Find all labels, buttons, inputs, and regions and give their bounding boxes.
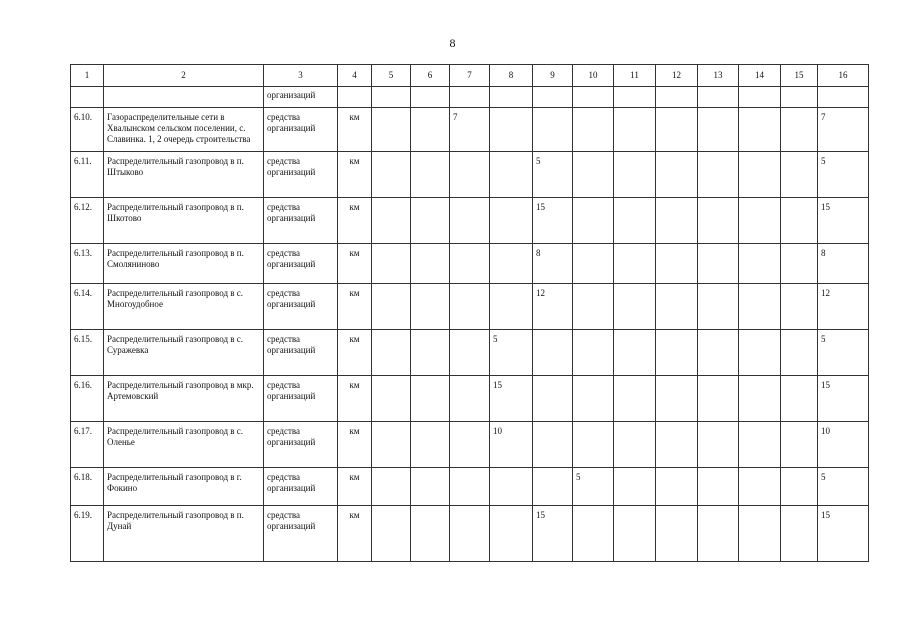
- year-value: 15: [533, 506, 573, 562]
- empty-cell: [656, 506, 698, 562]
- empty-cell: [656, 468, 698, 506]
- funding-source: средства организаций: [264, 330, 338, 376]
- empty-cell: [411, 330, 450, 376]
- empty-cell: [614, 108, 656, 152]
- empty-cell: [573, 330, 614, 376]
- empty-cell: [614, 244, 656, 284]
- empty-cell: [372, 330, 411, 376]
- empty-cell: [372, 468, 411, 506]
- empty-cell: [739, 108, 781, 152]
- empty-cell: [450, 506, 490, 562]
- empty-cell: [698, 108, 739, 152]
- empty-cell: [372, 87, 411, 108]
- empty-cell: [411, 468, 450, 506]
- row-number: 6.15.: [71, 330, 104, 376]
- table-row: [71, 152, 869, 198]
- total-value: 15: [818, 198, 869, 244]
- empty-cell: [411, 198, 450, 244]
- empty-cell: [614, 468, 656, 506]
- empty-cell: [411, 506, 450, 562]
- empty-cell: [573, 198, 614, 244]
- column-header: 1: [71, 65, 104, 87]
- empty-cell: [573, 87, 614, 108]
- empty-cell: [533, 330, 573, 376]
- empty-cell: [573, 244, 614, 284]
- empty-cell: [411, 244, 450, 284]
- column-header: 14: [739, 65, 781, 87]
- total-value: 7: [818, 108, 869, 152]
- empty-cell: [338, 87, 372, 108]
- year-value: 15: [533, 198, 573, 244]
- empty-cell: [656, 330, 698, 376]
- funding-source: средства организаций: [264, 108, 338, 152]
- empty-cell: [450, 284, 490, 330]
- empty-cell: [656, 284, 698, 330]
- empty-cell: [372, 284, 411, 330]
- empty-cell: [739, 244, 781, 284]
- empty-cell: [781, 87, 818, 108]
- table-row: [71, 108, 869, 152]
- total-value: 10: [818, 422, 869, 468]
- program-table: [70, 64, 869, 562]
- object-name: Распределительный газопровод в с. Оленье: [104, 422, 264, 468]
- empty-cell: [698, 152, 739, 198]
- column-header: 6: [411, 65, 450, 87]
- unit: км: [338, 198, 372, 244]
- empty-cell: [411, 376, 450, 422]
- object-name: Распределительный газопровод в мкр. Артемовский: [104, 376, 264, 422]
- empty-cell: [411, 87, 450, 108]
- empty-cell: [781, 468, 818, 506]
- empty-cell: [739, 87, 781, 108]
- empty-cell: [739, 198, 781, 244]
- funding-source: средства организаций: [264, 376, 338, 422]
- empty-cell: [698, 330, 739, 376]
- column-header: 3: [264, 65, 338, 87]
- funding-source: средства организаций: [264, 284, 338, 330]
- empty-cell: [781, 330, 818, 376]
- empty-cell: [614, 506, 656, 562]
- empty-cell: [698, 198, 739, 244]
- object-name: Распределительный газопровод в п. Дунай: [104, 506, 264, 562]
- empty-cell: [411, 422, 450, 468]
- empty-cell: [450, 152, 490, 198]
- empty-cell: [450, 198, 490, 244]
- unit: км: [338, 152, 372, 198]
- total-value: 15: [818, 376, 869, 422]
- object-name: Распределительный газопровод в п. Шкотово: [104, 198, 264, 244]
- row-number: 6.14.: [71, 284, 104, 330]
- empty-cell: [372, 108, 411, 152]
- column-header: 4: [338, 65, 372, 87]
- object-name: Газораспределительные сети в Хвалынском сельском поселении, с. Славинка. 1, 2 очередь строительства: [104, 108, 264, 152]
- object-name: Распределительный газопровод в с. Суражевка: [104, 330, 264, 376]
- empty-cell: [656, 422, 698, 468]
- table-row: [71, 468, 869, 506]
- empty-cell: [450, 468, 490, 506]
- row-number: 6.11.: [71, 152, 104, 198]
- empty-cell: [698, 244, 739, 284]
- empty-cell: [739, 376, 781, 422]
- empty-cell: [490, 198, 533, 244]
- funding-source: средства организаций: [264, 244, 338, 284]
- funding-source: средства организаций: [264, 198, 338, 244]
- empty-cell: [490, 506, 533, 562]
- object-name: Распределительный газопровод в с. Многоудобное: [104, 284, 264, 330]
- empty-cell: [372, 422, 411, 468]
- empty-cell: [656, 198, 698, 244]
- total-value: 5: [818, 152, 869, 198]
- empty-cell: [372, 376, 411, 422]
- empty-cell: [656, 244, 698, 284]
- row-number: 6.16.: [71, 376, 104, 422]
- empty-cell: [533, 87, 573, 108]
- continuation-row: [71, 87, 869, 108]
- year-value: 10: [490, 422, 533, 468]
- row-number: 6.17.: [71, 422, 104, 468]
- empty-cell: [71, 87, 104, 108]
- funding-source: средства организаций: [264, 506, 338, 562]
- empty-cell: [450, 87, 490, 108]
- empty-cell: [614, 422, 656, 468]
- unit: км: [338, 284, 372, 330]
- empty-cell: [573, 506, 614, 562]
- empty-cell: [411, 284, 450, 330]
- year-value: 7: [450, 108, 490, 152]
- year-value: 5: [490, 330, 533, 376]
- empty-cell: [781, 376, 818, 422]
- empty-cell: [614, 152, 656, 198]
- empty-cell: [490, 108, 533, 152]
- empty-cell: [739, 152, 781, 198]
- object-name: Распределительный газопровод в г. Фокино: [104, 468, 264, 506]
- empty-cell: [698, 284, 739, 330]
- year-value: 8: [533, 244, 573, 284]
- unit: км: [338, 108, 372, 152]
- total-value: 15: [818, 506, 869, 562]
- column-header: 2: [104, 65, 264, 87]
- empty-cell: [739, 284, 781, 330]
- empty-cell: [781, 422, 818, 468]
- empty-cell: [698, 468, 739, 506]
- empty-cell: [372, 506, 411, 562]
- empty-cell: [739, 330, 781, 376]
- empty-cell: [656, 152, 698, 198]
- empty-cell: [656, 108, 698, 152]
- object-name: Распределительный газопровод в п. Штыково: [104, 152, 264, 198]
- total-value: 8: [818, 244, 869, 284]
- empty-cell: [372, 244, 411, 284]
- column-header: 10: [573, 65, 614, 87]
- empty-cell: [781, 108, 818, 152]
- empty-cell: [781, 284, 818, 330]
- empty-cell: [450, 422, 490, 468]
- year-value: 15: [490, 376, 533, 422]
- unit: км: [338, 244, 372, 284]
- year-value: 5: [533, 152, 573, 198]
- empty-cell: [781, 198, 818, 244]
- empty-cell: [781, 244, 818, 284]
- empty-cell: [450, 376, 490, 422]
- empty-cell: [573, 422, 614, 468]
- unit: км: [338, 330, 372, 376]
- empty-cell: [104, 87, 264, 108]
- empty-cell: [614, 284, 656, 330]
- empty-cell: [450, 244, 490, 284]
- column-header: 7: [450, 65, 490, 87]
- table-row: [71, 198, 869, 244]
- empty-cell: [698, 87, 739, 108]
- unit: км: [338, 506, 372, 562]
- empty-cell: [739, 506, 781, 562]
- column-header: 5: [372, 65, 411, 87]
- column-header: 15: [781, 65, 818, 87]
- empty-cell: [614, 87, 656, 108]
- empty-cell: [739, 422, 781, 468]
- column-header: 16: [818, 65, 869, 87]
- year-value: 5: [573, 468, 614, 506]
- table-row: [71, 244, 869, 284]
- empty-cell: [739, 468, 781, 506]
- empty-cell: [698, 376, 739, 422]
- funding-source: средства организаций: [264, 468, 338, 506]
- page-number: 8: [449, 36, 456, 50]
- empty-cell: [450, 330, 490, 376]
- empty-cell: [656, 376, 698, 422]
- table-body: [71, 65, 869, 562]
- empty-cell: [411, 108, 450, 152]
- funding-source: средства организаций: [264, 152, 338, 198]
- empty-cell: [490, 152, 533, 198]
- row-number: 6.18.: [71, 468, 104, 506]
- table-row: [71, 284, 869, 330]
- empty-cell: [490, 468, 533, 506]
- empty-cell: [573, 284, 614, 330]
- empty-cell: [533, 376, 573, 422]
- empty-cell: [614, 330, 656, 376]
- empty-cell: [372, 152, 411, 198]
- total-value: 5: [818, 468, 869, 506]
- row-number: 6.12.: [71, 198, 104, 244]
- empty-cell: [698, 422, 739, 468]
- empty-cell: [533, 108, 573, 152]
- total-value: 5: [818, 330, 869, 376]
- empty-cell: [573, 152, 614, 198]
- empty-cell: [490, 244, 533, 284]
- row-number: 6.10.: [71, 108, 104, 152]
- empty-cell: [614, 198, 656, 244]
- table-row: [71, 376, 869, 422]
- unit: км: [338, 422, 372, 468]
- empty-cell: [698, 506, 739, 562]
- header-row: [71, 65, 869, 87]
- unit: км: [338, 376, 372, 422]
- column-header: 9: [533, 65, 573, 87]
- total-value: 12: [818, 284, 869, 330]
- empty-cell: [656, 87, 698, 108]
- unit: км: [338, 468, 372, 506]
- source-cell: организаций: [264, 87, 338, 108]
- empty-cell: [490, 284, 533, 330]
- table-row: [71, 422, 869, 468]
- object-name: Распределительный газопровод в п. Смоляниново: [104, 244, 264, 284]
- empty-cell: [781, 152, 818, 198]
- column-header: 12: [656, 65, 698, 87]
- column-header: 11: [614, 65, 656, 87]
- empty-cell: [781, 506, 818, 562]
- funding-source: средства организаций: [264, 422, 338, 468]
- empty-cell: [533, 468, 573, 506]
- empty-cell: [533, 422, 573, 468]
- empty-cell: [411, 152, 450, 198]
- empty-cell: [573, 376, 614, 422]
- row-number: 6.19.: [71, 506, 104, 562]
- empty-cell: [490, 87, 533, 108]
- empty-cell: [372, 198, 411, 244]
- table-row: [71, 506, 869, 562]
- table-row: [71, 330, 869, 376]
- empty-cell: [818, 87, 869, 108]
- empty-cell: [614, 376, 656, 422]
- column-header: 13: [698, 65, 739, 87]
- row-number: 6.13.: [71, 244, 104, 284]
- column-header: 8: [490, 65, 533, 87]
- empty-cell: [573, 108, 614, 152]
- year-value: 12: [533, 284, 573, 330]
